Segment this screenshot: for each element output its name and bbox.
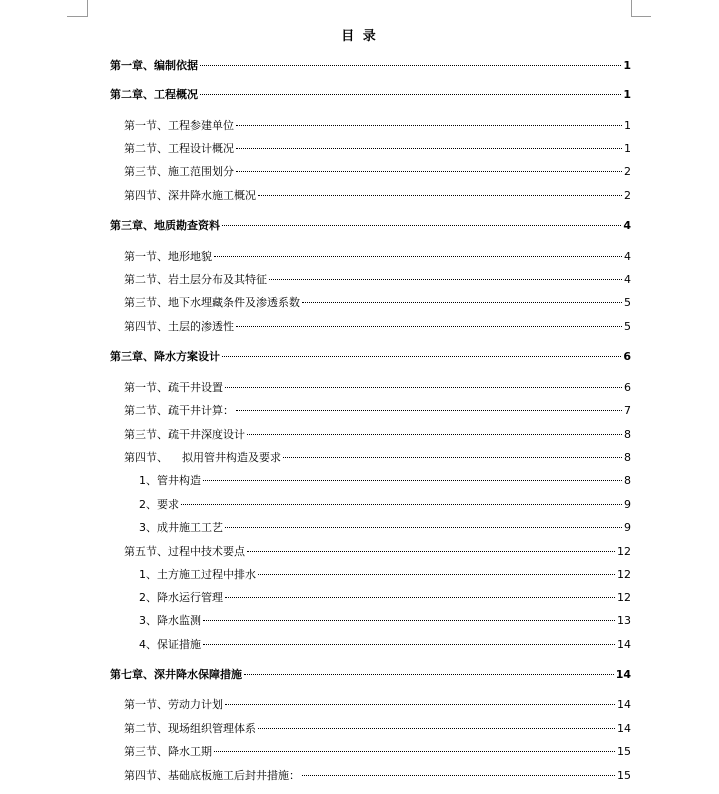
toc-entry-title: 1、管井构造 [139, 474, 201, 487]
toc-dot-leader [236, 410, 622, 411]
toc-dot-leader [225, 597, 615, 598]
toc-section-entry[interactable] [124, 404, 631, 418]
toc-section-entry[interactable] [124, 745, 631, 759]
toc-entry-title: 第三章、地质勘查资料 [110, 219, 220, 232]
toc-dot-leader [236, 125, 622, 126]
toc-subsection-entry[interactable] [139, 614, 631, 628]
toc-page-number: 14 [617, 722, 631, 735]
toc-entry-title: 第四节、 拟用管井构造及要求 [124, 451, 281, 464]
toc-section-entry[interactable] [124, 769, 631, 783]
toc-entry-title: 第五节、过程中技术要点 [124, 545, 245, 558]
toc-section-entry[interactable] [124, 142, 631, 156]
toc-page-number: 6 [623, 350, 631, 363]
toc-page-number: 15 [617, 769, 631, 782]
toc-section-entry[interactable] [124, 545, 631, 559]
toc-dot-leader [258, 574, 615, 575]
toc-page-number: 13 [617, 614, 631, 627]
toc-subsection-entry[interactable] [139, 591, 631, 605]
toc-subsection-entry[interactable] [139, 521, 631, 535]
toc-page-number: 1 [623, 88, 631, 101]
toc-dot-leader [200, 65, 621, 66]
toc-chapter-entry[interactable] [110, 219, 631, 233]
toc-entry-title: 第四节、土层的渗透性 [124, 320, 234, 333]
toc-dot-leader [203, 620, 615, 621]
toc-entry-title: 第三节、施工范围划分 [124, 165, 234, 178]
toc-entry-title: 4、保证措施 [139, 638, 201, 651]
toc-entry-title: 2、要求 [139, 498, 179, 511]
toc-title: 目 录 [341, 29, 378, 44]
toc-page-number: 8 [624, 474, 631, 487]
toc-dot-leader [269, 279, 622, 280]
crop-mark-top-right-vertical [631, 0, 632, 17]
toc-entry-title: 第四节、深井降水施工概况 [124, 189, 256, 202]
toc-chapter-entry[interactable] [110, 350, 631, 364]
toc-page-number: 12 [617, 591, 631, 604]
toc-entry-title: 第二节、现场组织管理体系 [124, 722, 256, 735]
toc-dot-leader [222, 225, 621, 226]
toc-dot-leader [302, 775, 615, 776]
toc-entry-title: 第二节、岩土层分布及其特征 [124, 273, 267, 286]
toc-page-number: 2 [624, 189, 631, 202]
toc-section-entry[interactable] [124, 428, 631, 442]
toc-page-number: 14 [617, 698, 631, 711]
toc-entry-title: 3、降水监测 [139, 614, 201, 627]
toc-dot-leader [225, 387, 622, 388]
toc-dot-leader [225, 527, 622, 528]
toc-page-number: 1 [624, 142, 631, 155]
toc-section-entry[interactable] [124, 320, 631, 334]
toc-page-number: 4 [623, 219, 631, 232]
toc-dot-leader [244, 674, 614, 675]
toc-dot-leader [283, 457, 622, 458]
toc-page-number: 4 [624, 273, 631, 286]
toc-dot-leader [236, 171, 622, 172]
toc-entry-title: 第一节、工程参建单位 [124, 119, 234, 132]
toc-dot-leader [222, 356, 621, 357]
toc-entry-title: 第四节、基础底板施工后封井措施： [124, 769, 300, 782]
toc-section-entry[interactable] [124, 698, 631, 712]
toc-dot-leader [203, 644, 615, 645]
toc-dot-leader [258, 195, 622, 196]
toc-entry-title: 第一节、疏干井设置 [124, 381, 223, 394]
toc-page-number: 2 [624, 165, 631, 178]
toc-page-number: 9 [624, 498, 631, 511]
toc-page-number: 8 [624, 428, 631, 441]
toc-chapter-entry[interactable] [110, 88, 631, 102]
toc-section-entry[interactable] [124, 722, 631, 736]
toc-dot-leader [181, 504, 622, 505]
toc-dot-leader [203, 480, 622, 481]
toc-dot-leader [225, 704, 615, 705]
toc-section-entry[interactable] [124, 250, 631, 264]
toc-dot-leader [214, 256, 622, 257]
toc-subsection-entry[interactable] [139, 474, 631, 488]
toc-entry-title: 第一节、地形地貌 [124, 250, 212, 263]
toc-section-entry[interactable] [124, 273, 631, 287]
toc-dot-leader [247, 551, 615, 552]
toc-page-number: 1 [623, 59, 631, 72]
toc-page-number: 12 [617, 545, 631, 558]
toc-section-entry[interactable] [124, 189, 631, 203]
toc-page-number: 5 [624, 296, 631, 309]
crop-mark-top-right-horizontal [631, 16, 651, 17]
toc-page-number: 14 [615, 668, 631, 681]
toc-entry-title: 第一节、劳动力计划 [124, 698, 223, 711]
toc-subsection-entry[interactable] [139, 638, 631, 652]
toc-dot-leader [200, 94, 621, 95]
crop-mark-top-left-vertical [87, 0, 88, 17]
toc-dot-leader [258, 728, 615, 729]
toc-section-entry[interactable] [124, 381, 631, 395]
toc-dot-leader [247, 434, 622, 435]
toc-entry-title: 2、降水运行管理 [139, 591, 223, 604]
toc-entry-title: 1、土方施工过程中排水 [139, 568, 256, 581]
toc-entry-title: 第二节、工程设计概况 [124, 142, 234, 155]
toc-dot-leader [236, 326, 622, 327]
toc-subsection-entry[interactable] [139, 498, 631, 512]
toc-chapter-entry[interactable] [110, 668, 631, 682]
toc-section-entry[interactable] [124, 451, 631, 465]
toc-entry-title: 第三节、地下水埋藏条件及渗透系数 [124, 296, 300, 309]
toc-entry-title: 3、成井施工工艺 [139, 521, 223, 534]
toc-entry-title: 第三节、疏干井深度设计 [124, 428, 245, 441]
toc-page-number: 7 [624, 404, 631, 417]
toc-subsection-entry[interactable] [139, 568, 631, 582]
toc-entry-title: 第三章、降水方案设计 [110, 350, 220, 363]
toc-entry-title: 第二章、工程概况 [110, 88, 198, 101]
toc-page-number: 5 [624, 320, 631, 333]
crop-mark-top-left-horizontal [67, 16, 87, 17]
toc-page-number: 14 [617, 638, 631, 651]
toc-entry-title: 第一章、编制依据 [110, 59, 198, 72]
toc-dot-leader [302, 302, 622, 303]
toc-section-entry[interactable] [124, 119, 631, 133]
toc-chapter-entry[interactable] [110, 59, 631, 73]
toc-page-number: 1 [624, 119, 631, 132]
toc-page-number: 8 [624, 451, 631, 464]
toc-page-number: 12 [617, 568, 631, 581]
toc-page-number: 15 [617, 745, 631, 758]
toc-page-number: 4 [624, 250, 631, 263]
toc-dot-leader [214, 751, 615, 752]
toc-page-number: 9 [624, 521, 631, 534]
toc-entry-title: 第二节、疏干井计算： [124, 404, 234, 417]
toc-section-entry[interactable] [124, 165, 631, 179]
toc-entry-title: 第三节、降水工期 [124, 745, 212, 758]
toc-entry-title: 第七章、深井降水保障措施 [110, 668, 242, 681]
toc-page-number: 6 [624, 381, 631, 394]
toc-section-entry[interactable] [124, 296, 631, 310]
toc-dot-leader [236, 148, 622, 149]
